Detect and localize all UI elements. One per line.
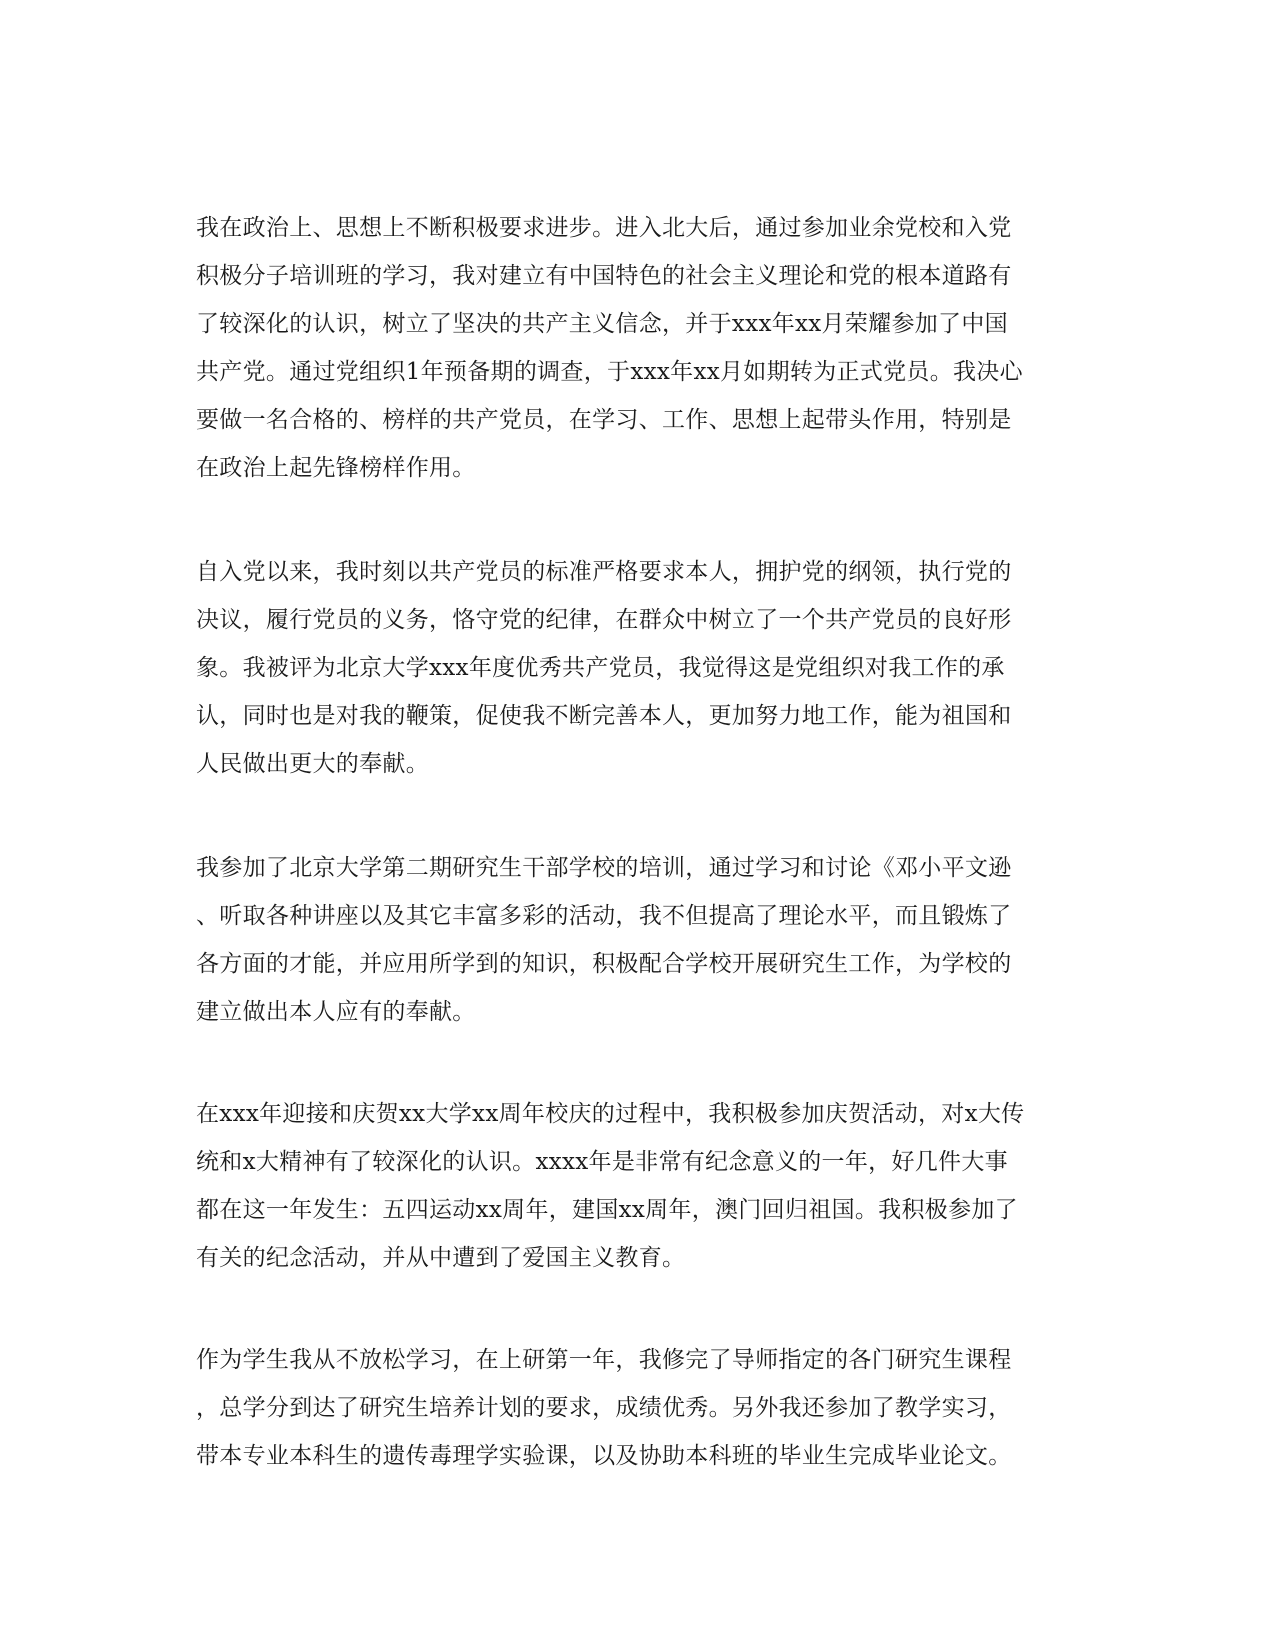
text-line: 人民做出更大的奉献。 <box>196 751 429 777</box>
paragraph-political-progress <box>196 204 1076 492</box>
paragraph-cadre-training <box>196 844 1076 1036</box>
text-line: 在政治上起先锋榜样作用。 <box>196 455 476 481</box>
text-line: 认，同时也是对我的鞭策，促使我不断完善本人，更加努力地工作，能为祖国和 <box>196 703 1012 729</box>
text-line: 建立做出本人应有的奉献。 <box>196 999 476 1025</box>
text-line: 决议，履行党员的义务，恪守党的纪律，在群众中树立了一个共产党员的良好形 <box>196 607 1012 633</box>
text-line: 我参加了北京大学第二期研究生干部学校的培训，通过学习和讨论《邓小平文逊 <box>196 855 1012 881</box>
text-line: 要做一名合格的、榜样的共产党员，在学习、工作、思想上起带头作用，特别是 <box>196 407 1012 433</box>
text-line: 都在这一年发生：五四运动xx周年，建国xx周年，澳门回归祖国。我积极参加了 <box>196 1197 1018 1223</box>
paragraph-anniversary-activities <box>196 1090 1076 1282</box>
text-line: 积极分子培训班的学习，我对建立有中国特色的社会主义理论和党的根本道路有 <box>196 263 1012 289</box>
text-line: 在xxx年迎接和庆贺xx大学xx周年校庆的过程中，我积极参加庆贺活动，对x大传 <box>196 1101 1025 1127</box>
text-line: 统和x大精神有了较深化的认识。xxxx年是非常有纪念意义的一年，好几件大事 <box>196 1149 1008 1175</box>
text-line: 象。我被评为北京大学xxx年度优秀共产党员，我觉得这是党组织对我工作的承 <box>196 655 1005 681</box>
paragraph-academic-study <box>196 1336 1076 1480</box>
text-line: 有关的纪念活动，并从中遭到了爱国主义教育。 <box>196 1245 686 1271</box>
text-line: 共产党。通过党组织1年预备期的调查，于xxx年xx月如期转为正式党员。我决心 <box>196 359 1023 385</box>
text-line: 各方面的才能，并应用所学到的知识，积极配合学校开展研究生工作，为学校的 <box>196 951 1012 977</box>
text-line: 我在政治上、思想上不断积极要求进步。进入北大后，通过参加业余党校和入党 <box>196 215 1012 241</box>
text-line: ，总学分到达了研究生培养计划的要求，成绩优秀。另外我还参加了教学实习， <box>196 1395 1012 1421</box>
text-line: 带本专业本科生的遗传毒理学实验课，以及协助本科班的毕业生完成毕业论文。 <box>196 1443 1012 1469</box>
text-line: 了较深化的认识，树立了坚决的共产主义信念，并于xxx年xx月荣耀参加了中国 <box>196 311 1008 337</box>
text-line: 自入党以来，我时刻以共产党员的标准严格要求本人，拥护党的纲领，执行党的 <box>196 559 1012 585</box>
text-line: 作为学生我从不放松学习，在上研第一年，我修完了导师指定的各门研究生课程 <box>196 1347 1012 1373</box>
text-line: 、听取各种讲座以及其它丰富多彩的活动，我不但提高了理论水平，而且锻炼了 <box>196 903 1012 929</box>
paragraph-party-member-conduct <box>196 548 1076 788</box>
